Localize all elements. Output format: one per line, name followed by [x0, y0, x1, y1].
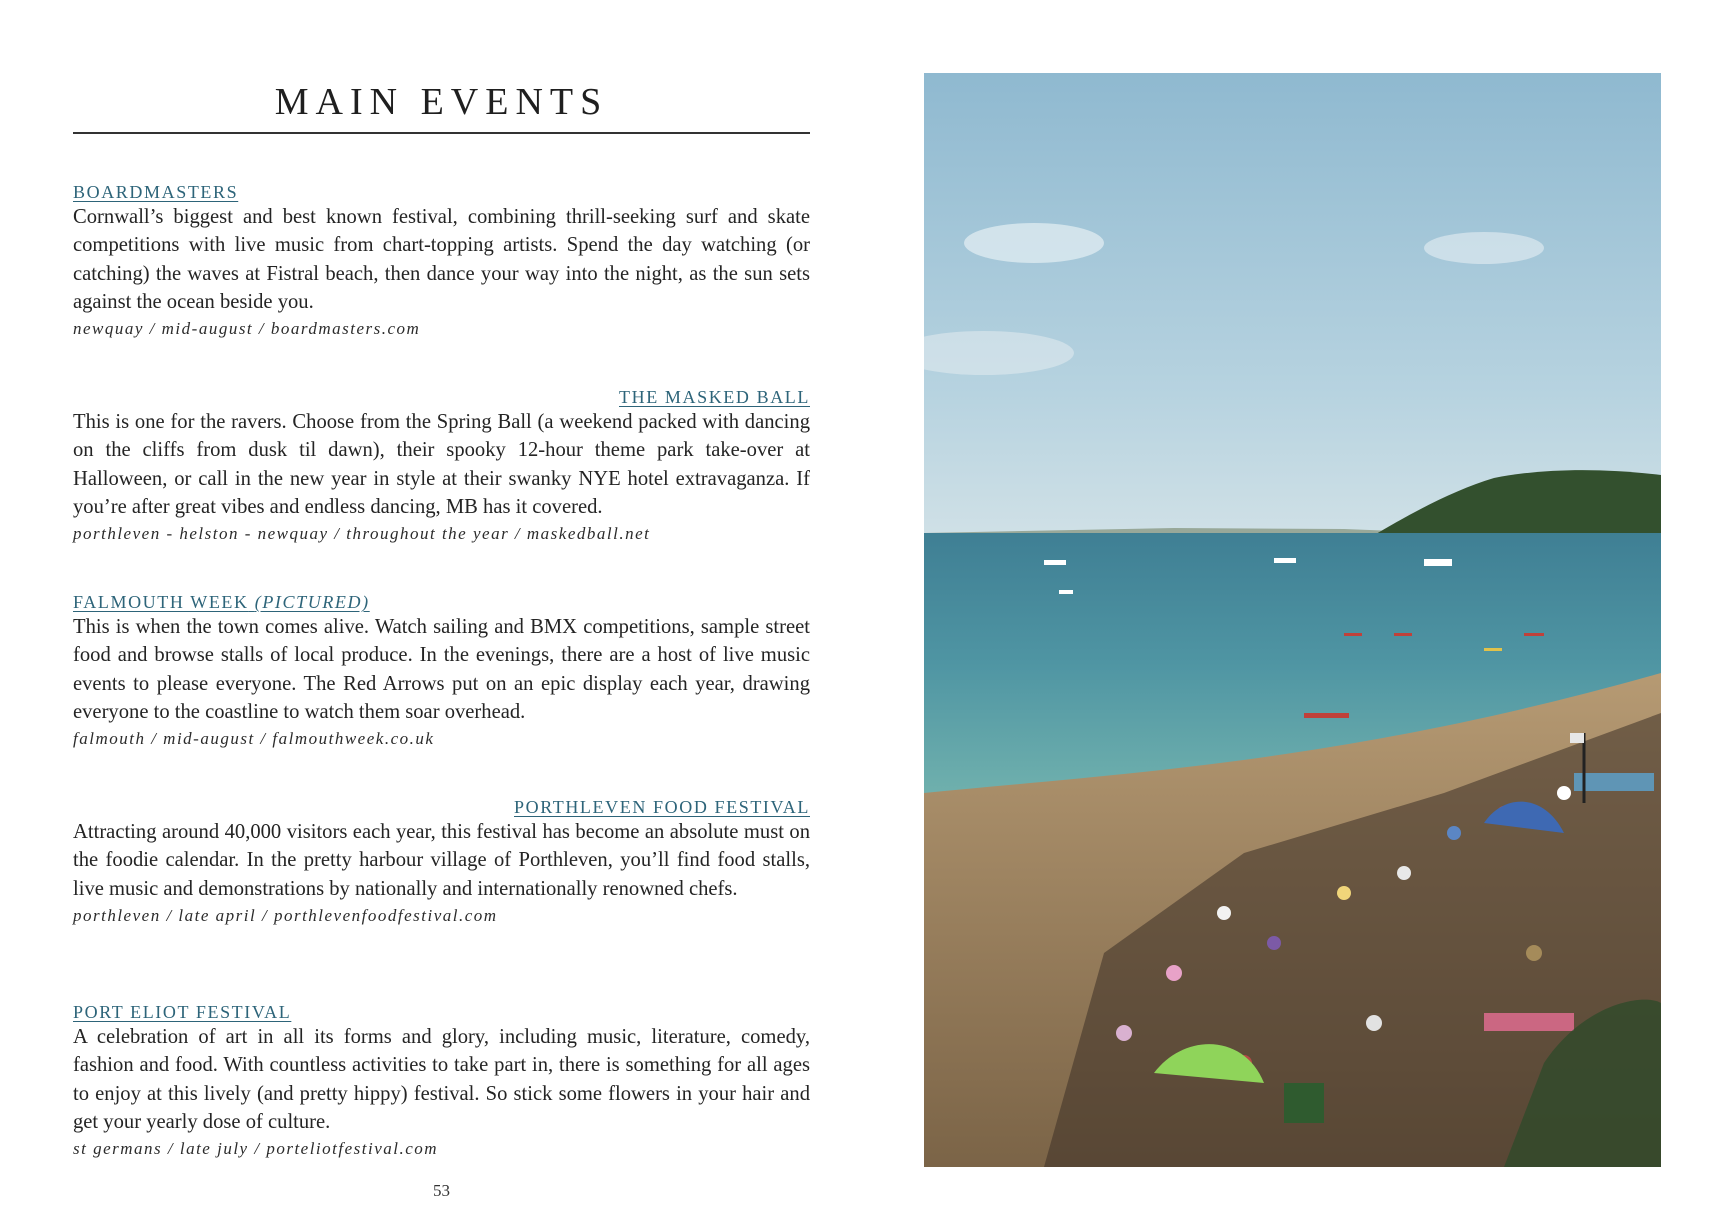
event-details: porthleven - helston - newquay / throughout the year / maskedball.net: [73, 524, 651, 544]
event-title-text: FALMOUTH WEEK: [73, 592, 249, 612]
event-description: A celebration of art in all its forms and glory, including music, literature, comedy, fashion and food. With countless activities to take part in, there is something for all ages to enjoy at this lively (and pretty hippy) festival. So stick some flowers in your hair and get your yearly dose of culture.: [73, 1026, 810, 1133]
event-description: Cornwall’s biggest and best known festival, combining thrill-seeking surf and skate competitions with live music from chart-topping artists. Spend the day watching (or catching) the waves at Fistral beach, then dance your way into the night, as the sun sets against the ocean beside you.: [73, 206, 810, 313]
event-title-link[interactable]: PORTHLEVEN FOOD FESTIVAL: [514, 797, 810, 817]
cloud: [964, 223, 1104, 263]
event-description: This is when the town comes alive. Watch sailing and BMX competitions, sample street food and browse stalls of local produce. In the evenings, there are a host of live music events to please everyone. The Red Arrows put on an epic display each year, drawing everyone to the coastline to watch them soar overhead.: [73, 616, 810, 723]
cloud: [1424, 232, 1544, 264]
event-details: newquay / mid-august / boardmasters.com: [73, 319, 421, 339]
event-falmouth-week: [73, 591, 810, 752]
event-description: Attracting around 40,000 visitors each year, this festival has become an absolute must on the foodie calendar. In the pretty harbour village of Porthleven, you’ll find food stalls, live music and demonstrations by nationally and internationally renowned chefs.: [73, 821, 810, 900]
page-number: 53: [433, 1181, 450, 1200]
photo-illustration: [924, 73, 1661, 1167]
event-details: falmouth / mid-august / falmouthweek.co.uk: [73, 729, 435, 749]
event-porthleven-food-festival: [73, 796, 810, 929]
event-masked-ball: [73, 386, 810, 547]
event-title-link[interactable]: PORT ELIOT FESTIVAL: [73, 1002, 292, 1022]
event-details: porthleven / late april / porthlevenfoodfestival.com: [73, 905, 498, 925]
windbreak: [1574, 773, 1654, 791]
pictured-note: (PICTURED): [254, 592, 370, 612]
flag: [1570, 733, 1584, 743]
beach-festival-photo: [924, 73, 1661, 1167]
bin: [1284, 1083, 1324, 1123]
title-divider: [73, 132, 810, 134]
event-port-eliot-festival: [73, 1001, 810, 1162]
event-title-link[interactable]: THE MASKED BALL: [619, 387, 810, 407]
sky: [924, 73, 1661, 533]
event-title-link[interactable]: [73, 591, 810, 613]
event-description: This is one for the ravers. Choose from the Spring Ball (a weekend packed with dancing on the cliffs from dusk til dawn), their spooky 12-hour theme park take-over at Halloween, or call in the new year in style at their swanky NYE hotel extravaganza. If you’re after great vibes and endless dancing, MB has it covered.: [73, 411, 810, 518]
left-page: [73, 0, 810, 1222]
windbreak: [1484, 1013, 1574, 1031]
event-title-link[interactable]: BOARDMASTERS: [73, 182, 239, 202]
event-details: st germans / late july / porteliotfestival.com: [73, 1139, 439, 1159]
event-boardmasters: [73, 181, 810, 342]
page-title: MAIN EVENTS: [274, 81, 609, 123]
